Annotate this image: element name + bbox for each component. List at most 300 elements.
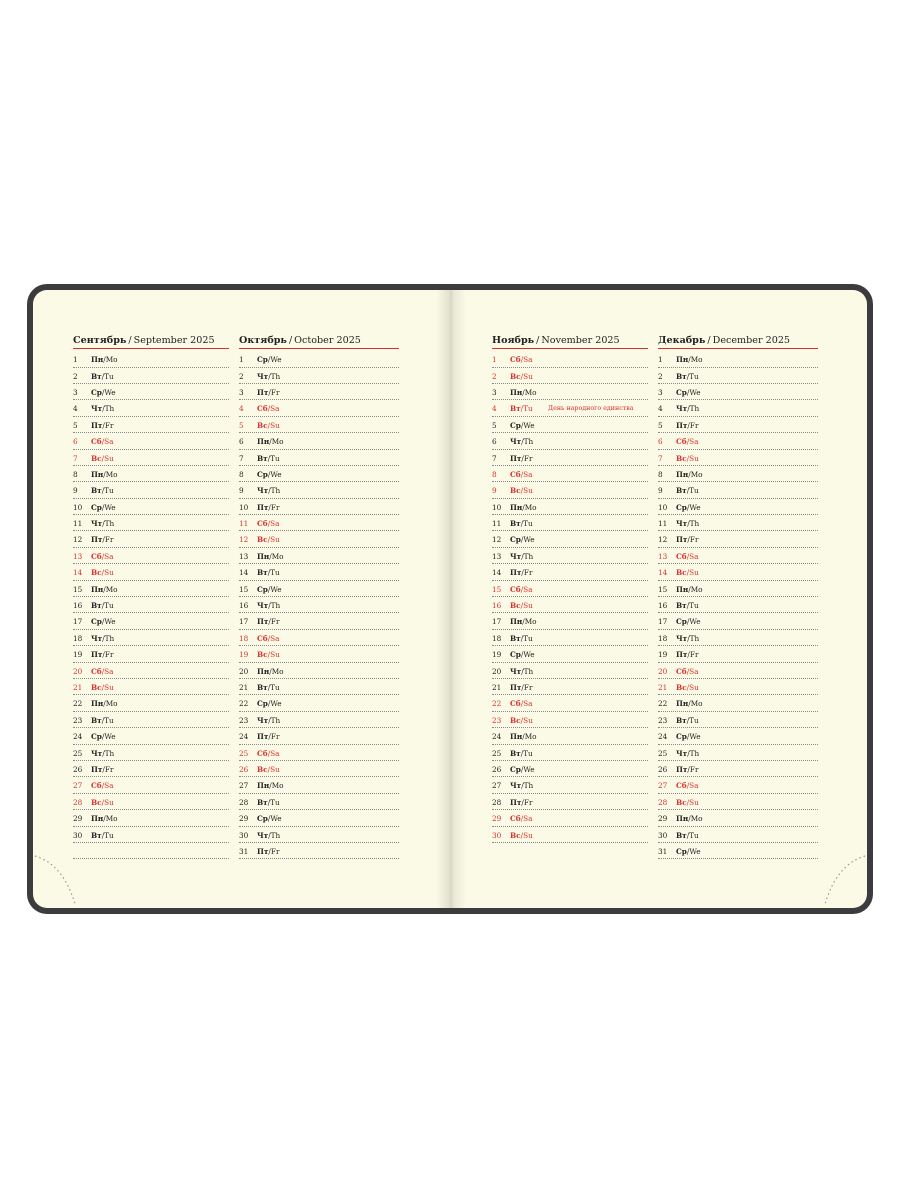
month-heading: Декабрь / December 2025 <box>658 335 818 349</box>
day-row <box>658 679 818 695</box>
weekday-label: Ср/We <box>676 387 701 397</box>
weekday-ru: Вс <box>676 797 687 807</box>
weekday-en: Tu <box>270 797 280 807</box>
day-number: 4 <box>239 404 244 414</box>
weekday-ru: Вт <box>676 830 687 840</box>
day-number: 24 <box>239 732 249 742</box>
day-number: 7 <box>658 453 663 463</box>
day-number: 4 <box>492 404 497 414</box>
day-row <box>492 613 648 629</box>
weekday-label: Сб/Sa <box>257 519 280 529</box>
weekday-ru: Чт <box>510 781 522 791</box>
weekday-ru: Сб <box>510 814 521 824</box>
weekday-ru: Пн <box>676 699 689 709</box>
weekday-ru: Сб <box>676 666 687 676</box>
day-row <box>73 564 229 580</box>
weekday-en: Fr <box>104 764 114 774</box>
day-number: 1 <box>239 355 244 365</box>
weekday-label: Пн/Mo <box>257 437 284 447</box>
weekday-ru: Пт <box>676 650 688 660</box>
weekday-ru: Вт <box>510 748 521 758</box>
weekday-label: Пн/Mo <box>510 502 537 512</box>
weekday-ru: Чт <box>91 519 103 529</box>
day-row <box>658 515 818 531</box>
weekday-ru: Вт <box>91 715 102 725</box>
day-row <box>492 368 648 384</box>
month-heading: Сентябрь / September 2025 <box>73 335 229 349</box>
weekday-label: Пн/Mo <box>510 617 537 627</box>
weekday-label: Ср/We <box>91 387 116 397</box>
weekday-ru: Пт <box>257 502 269 512</box>
day-row <box>239 712 399 728</box>
day-number: 14 <box>73 568 83 578</box>
weekday-en: Mo <box>105 699 118 709</box>
weekday-ru: Сб <box>91 437 102 447</box>
day-number: 5 <box>658 420 663 430</box>
day-number: 25 <box>73 748 83 758</box>
weekday-en: We <box>689 732 701 742</box>
weekday-ru: Чт <box>91 633 103 643</box>
day-number: 14 <box>658 568 668 578</box>
day-number: 29 <box>658 814 668 824</box>
weekday-en: Th <box>689 633 700 643</box>
weekday-en: Sa <box>523 699 533 709</box>
weekday-ru: Ср <box>91 732 102 742</box>
weekday-ru: Сб <box>257 748 268 758</box>
day-list <box>239 351 399 859</box>
weekday-en: Su <box>270 535 280 545</box>
weekday-label: Чт/Th <box>91 633 115 643</box>
day-row <box>658 745 818 761</box>
weekday-label: Сб/Sa <box>676 437 699 447</box>
weekday-label: Чт/Th <box>257 371 281 381</box>
day-number: 25 <box>492 748 502 758</box>
weekday-ru: Пн <box>91 355 104 365</box>
day-number: 29 <box>73 814 83 824</box>
day-number: 26 <box>492 764 502 774</box>
weekday-label: Вс/Su <box>676 683 699 692</box>
weekday-ru: Пт <box>91 650 103 660</box>
weekday-label: Пн/Mo <box>257 551 284 561</box>
day-number: 19 <box>658 650 668 660</box>
day-number: 1 <box>658 355 663 365</box>
weekday-en: Sa <box>270 633 280 643</box>
weekday-en: Mo <box>105 469 118 479</box>
month-october <box>239 335 399 859</box>
weekday-ru: Чт <box>91 748 103 758</box>
weekday-label: Пн/Mo <box>91 584 118 594</box>
weekday-en: Th <box>689 404 700 414</box>
weekday-en: Fr <box>689 650 699 660</box>
day-number: 23 <box>658 715 668 725</box>
weekday-label: Вс/Su <box>91 568 114 578</box>
weekday-label: Пн/Mo <box>676 469 703 479</box>
day-row <box>658 728 818 744</box>
weekday-label: Вс/Su <box>510 715 533 725</box>
day-row <box>73 417 229 433</box>
day-row <box>73 728 229 744</box>
day-row <box>492 384 648 400</box>
weekday-ru: Пн <box>676 584 689 594</box>
day-number: 16 <box>239 601 249 611</box>
day-number: 4 <box>658 404 663 414</box>
day-row <box>658 368 818 384</box>
day-number: 3 <box>492 387 497 397</box>
day-row <box>492 679 648 695</box>
day-number: 27 <box>73 781 83 791</box>
weekday-en: Tu <box>523 748 533 758</box>
weekday-ru: Вс <box>257 535 268 545</box>
day-row <box>239 450 399 466</box>
month-december <box>658 335 818 859</box>
weekday-en: Tu <box>104 371 114 381</box>
day-row <box>239 433 399 449</box>
weekday-label: Вс/Su <box>676 568 699 578</box>
day-row <box>239 581 399 597</box>
weekday-ru: Пт <box>257 732 269 742</box>
weekday-en: Su <box>689 683 699 692</box>
weekday-label: Вт/Tu <box>676 371 699 381</box>
day-row <box>239 564 399 580</box>
weekday-en: Tu <box>689 371 699 381</box>
weekday-ru: Вт <box>510 519 521 529</box>
day-number: 13 <box>239 551 249 561</box>
day-row <box>492 794 648 810</box>
weekday-en: Sa <box>689 781 699 791</box>
weekday-label: Вт/Tu <box>257 683 280 692</box>
weekday-label: Чт/Th <box>676 633 700 643</box>
weekday-ru: Вс <box>257 764 268 774</box>
weekday-ru: Сб <box>257 404 268 414</box>
day-number: 1 <box>492 355 497 365</box>
day-number: 3 <box>73 387 78 397</box>
weekday-label: Пн/Mo <box>91 355 118 365</box>
weekday-label: Ср/We <box>676 617 701 627</box>
day-number: 17 <box>492 617 502 627</box>
weekday-label: Сб/Sa <box>91 781 114 791</box>
weekday-ru: Ср <box>676 846 687 856</box>
weekday-ru: Вс <box>676 683 687 692</box>
day-number: 23 <box>239 715 249 725</box>
weekday-label: Вт/Tu <box>510 519 533 529</box>
weekday-en: Fr <box>689 420 699 430</box>
weekday-ru: Вс <box>510 601 521 611</box>
weekday-ru: Пн <box>676 355 689 365</box>
weekday-ru: Вс <box>91 683 102 692</box>
day-row <box>492 499 648 515</box>
day-number: 2 <box>492 371 497 381</box>
day-row <box>492 712 648 728</box>
day-number: 15 <box>658 584 668 594</box>
day-row <box>239 843 399 859</box>
weekday-ru: Ср <box>91 387 102 397</box>
day-row <box>73 695 229 711</box>
weekday-ru: Сб <box>91 551 102 561</box>
day-row <box>658 695 818 711</box>
day-row <box>492 482 648 498</box>
weekday-en: Th <box>523 666 534 676</box>
day-row <box>658 548 818 564</box>
day-row <box>658 827 818 843</box>
day-number: 23 <box>492 715 502 725</box>
weekday-en: Mo <box>105 355 118 365</box>
day-row <box>492 450 648 466</box>
day-list <box>658 351 818 859</box>
day-number: 29 <box>492 814 502 824</box>
weekday-ru: Ср <box>676 732 687 742</box>
weekday-en: We <box>104 617 116 627</box>
weekday-ru: Ср <box>257 355 268 365</box>
day-row <box>73 384 229 400</box>
weekday-en: Mo <box>690 355 703 365</box>
day-number: 6 <box>492 437 497 447</box>
weekday-en: Mo <box>271 781 284 791</box>
weekday-en: Su <box>523 601 533 611</box>
day-number: 22 <box>239 699 249 709</box>
day-row <box>239 745 399 761</box>
day-number: 8 <box>658 469 663 479</box>
weekday-label: Сб/Sa <box>257 633 280 643</box>
day-row <box>73 810 229 826</box>
day-row <box>239 597 399 613</box>
day-row <box>73 581 229 597</box>
right-corner-ornament <box>817 850 867 908</box>
weekday-en: Fr <box>523 568 533 578</box>
weekday-ru: Вс <box>91 453 102 463</box>
day-number: 19 <box>492 650 502 660</box>
day-row <box>658 794 818 810</box>
weekday-label: Пт/Fr <box>257 387 280 397</box>
day-row <box>658 581 818 597</box>
weekday-en: Fr <box>104 650 114 660</box>
day-row <box>492 581 648 597</box>
weekday-ru: Пн <box>510 732 523 742</box>
day-number: 17 <box>239 617 249 627</box>
weekday-en: Fr <box>270 617 280 627</box>
weekday-label: Пт/Fr <box>510 568 533 578</box>
weekday-en: Sa <box>689 666 699 676</box>
weekday-en: Su <box>270 650 280 660</box>
weekday-en: Su <box>689 453 699 463</box>
day-row <box>658 400 818 416</box>
day-number: 10 <box>658 502 668 512</box>
weekday-ru: Пт <box>91 420 103 430</box>
day-row <box>658 777 818 793</box>
weekday-label: Пт/Fr <box>676 764 699 774</box>
weekday-en: Sa <box>104 666 114 676</box>
weekday-label: Вт/Tu <box>91 486 114 496</box>
weekday-en: Th <box>104 404 115 414</box>
weekday-label: Вс/Su <box>676 453 699 463</box>
weekday-label: Чт/Th <box>510 666 534 676</box>
weekday-label: Ср/We <box>510 650 535 660</box>
day-number: 16 <box>658 601 668 611</box>
weekday-ru: Пт <box>91 764 103 774</box>
weekday-ru: Ср <box>257 814 268 824</box>
day-number: 7 <box>492 453 497 463</box>
weekday-ru: Вт <box>676 715 687 725</box>
weekday-label: Пт/Fr <box>676 650 699 660</box>
day-row <box>239 384 399 400</box>
weekday-label: Вс/Su <box>676 797 699 807</box>
weekday-ru: Пн <box>676 469 689 479</box>
weekday-en: We <box>689 617 701 627</box>
day-number: 7 <box>239 453 244 463</box>
day-row <box>239 695 399 711</box>
weekday-ru: Ср <box>257 584 268 594</box>
weekday-en: Mo <box>524 617 537 627</box>
day-number: 30 <box>239 830 249 840</box>
weekday-ru: Сб <box>510 584 521 594</box>
weekday-ru: Пт <box>257 387 269 397</box>
day-number: 11 <box>73 519 83 529</box>
weekday-en: Mo <box>524 502 537 512</box>
day-number: 15 <box>239 584 249 594</box>
day-number: 22 <box>658 699 668 709</box>
weekday-en: Tu <box>523 404 533 414</box>
day-number: 20 <box>239 666 249 676</box>
weekday-ru: Вс <box>676 568 687 578</box>
weekday-en: Tu <box>270 683 280 692</box>
weekday-en: We <box>270 814 282 824</box>
day-row <box>73 761 229 777</box>
day-number: 21 <box>492 683 502 692</box>
weekday-ru: Сб <box>510 469 521 479</box>
day-number: 27 <box>492 781 502 791</box>
weekday-en: We <box>270 355 282 365</box>
weekday-en: We <box>523 535 535 545</box>
day-number: 26 <box>658 764 668 774</box>
day-row <box>73 400 229 416</box>
day-number: 11 <box>492 519 502 529</box>
day-number: 20 <box>658 666 668 676</box>
weekday-en: We <box>104 732 116 742</box>
weekday-en: Fr <box>689 535 699 545</box>
day-number: 30 <box>658 830 668 840</box>
weekday-ru: Сб <box>676 551 687 561</box>
day-row <box>658 630 818 646</box>
day-number: 11 <box>239 519 249 529</box>
weekday-label: Пн/Mo <box>510 732 537 742</box>
weekday-label: Вт/Tu <box>257 568 280 578</box>
weekday-label: Пн/Mo <box>676 584 703 594</box>
weekday-en: Sa <box>270 748 280 758</box>
weekday-ru: Вс <box>91 797 102 807</box>
day-number: 29 <box>239 814 249 824</box>
weekday-ru: Пн <box>257 551 270 561</box>
weekday-en: Mo <box>524 387 537 397</box>
weekday-label: Чт/Th <box>510 437 534 447</box>
weekday-label: Вс/Su <box>257 535 280 545</box>
weekday-label: Вт/Tu <box>676 715 699 725</box>
weekday-label: Пт/Fr <box>257 846 280 856</box>
day-row <box>492 646 648 662</box>
weekday-ru: Ср <box>510 764 521 774</box>
day-number: 13 <box>73 551 83 561</box>
weekday-ru: Пн <box>676 814 689 824</box>
weekday-ru: Чт <box>510 551 522 561</box>
weekday-en: Tu <box>104 601 114 611</box>
day-row <box>73 368 229 384</box>
weekday-label: Ср/We <box>510 420 535 430</box>
weekday-en: Sa <box>523 584 533 594</box>
day-number: 27 <box>239 781 249 791</box>
weekday-label: Пн/Mo <box>91 699 118 709</box>
weekday-ru: Чт <box>676 404 688 414</box>
weekday-ru: Ср <box>676 502 687 512</box>
weekday-en: We <box>523 764 535 774</box>
day-row <box>73 499 229 515</box>
day-row <box>239 777 399 793</box>
day-row <box>239 663 399 679</box>
weekday-label: Пт/Fr <box>510 453 533 463</box>
weekday-label: Пт/Fr <box>91 420 114 430</box>
day-number: 11 <box>658 519 668 529</box>
weekday-label: Вт/Tu <box>257 453 280 463</box>
weekday-label: Ср/We <box>257 469 282 479</box>
weekday-label: Пн/Mo <box>510 387 537 397</box>
day-row <box>492 417 648 433</box>
day-number: 14 <box>239 568 249 578</box>
day-number: 21 <box>239 683 249 692</box>
weekday-en: Th <box>104 633 115 643</box>
weekday-en: We <box>104 502 116 512</box>
weekday-ru: Пт <box>257 846 269 856</box>
day-number: 3 <box>239 387 244 397</box>
weekday-en: Sa <box>523 469 533 479</box>
weekday-ru: Сб <box>257 633 268 643</box>
day-row <box>239 794 399 810</box>
day-number: 4 <box>73 404 78 414</box>
page-gutter <box>436 290 466 908</box>
weekday-en: Tu <box>104 486 114 496</box>
weekday-en: Mo <box>524 732 537 742</box>
day-row <box>239 646 399 662</box>
weekday-label: Ср/We <box>676 502 701 512</box>
weekday-label: Пт/Fr <box>676 420 699 430</box>
weekday-en: Su <box>689 568 699 578</box>
day-row <box>73 531 229 547</box>
weekday-label: Ср/We <box>510 764 535 774</box>
day-number: 1 <box>73 355 78 365</box>
weekday-en: Sa <box>104 437 114 447</box>
weekday-en: Tu <box>689 715 699 725</box>
weekday-ru: Пн <box>510 387 523 397</box>
day-number: 8 <box>239 469 244 479</box>
weekday-ru: Чт <box>257 371 269 381</box>
day-number: 15 <box>73 584 83 594</box>
day-number: 16 <box>73 601 83 611</box>
day-row <box>658 417 818 433</box>
weekday-ru: Чт <box>257 486 269 496</box>
weekday-label: Пт/Fr <box>91 764 114 774</box>
day-row <box>73 548 229 564</box>
day-row <box>73 630 229 646</box>
weekday-label: Сб/Sa <box>676 781 699 791</box>
weekday-ru: Вс <box>510 830 521 840</box>
weekday-en: Mo <box>105 584 118 594</box>
day-row <box>73 482 229 498</box>
day-row <box>239 515 399 531</box>
weekday-en: Fr <box>270 732 280 742</box>
day-row <box>239 466 399 482</box>
weekday-en: Mo <box>690 584 703 594</box>
weekday-ru: Пт <box>510 683 522 692</box>
weekday-label: Пн/Mo <box>676 699 703 709</box>
weekday-label: Вт/Tu <box>257 797 280 807</box>
day-row <box>239 679 399 695</box>
day-number: 24 <box>73 732 83 742</box>
